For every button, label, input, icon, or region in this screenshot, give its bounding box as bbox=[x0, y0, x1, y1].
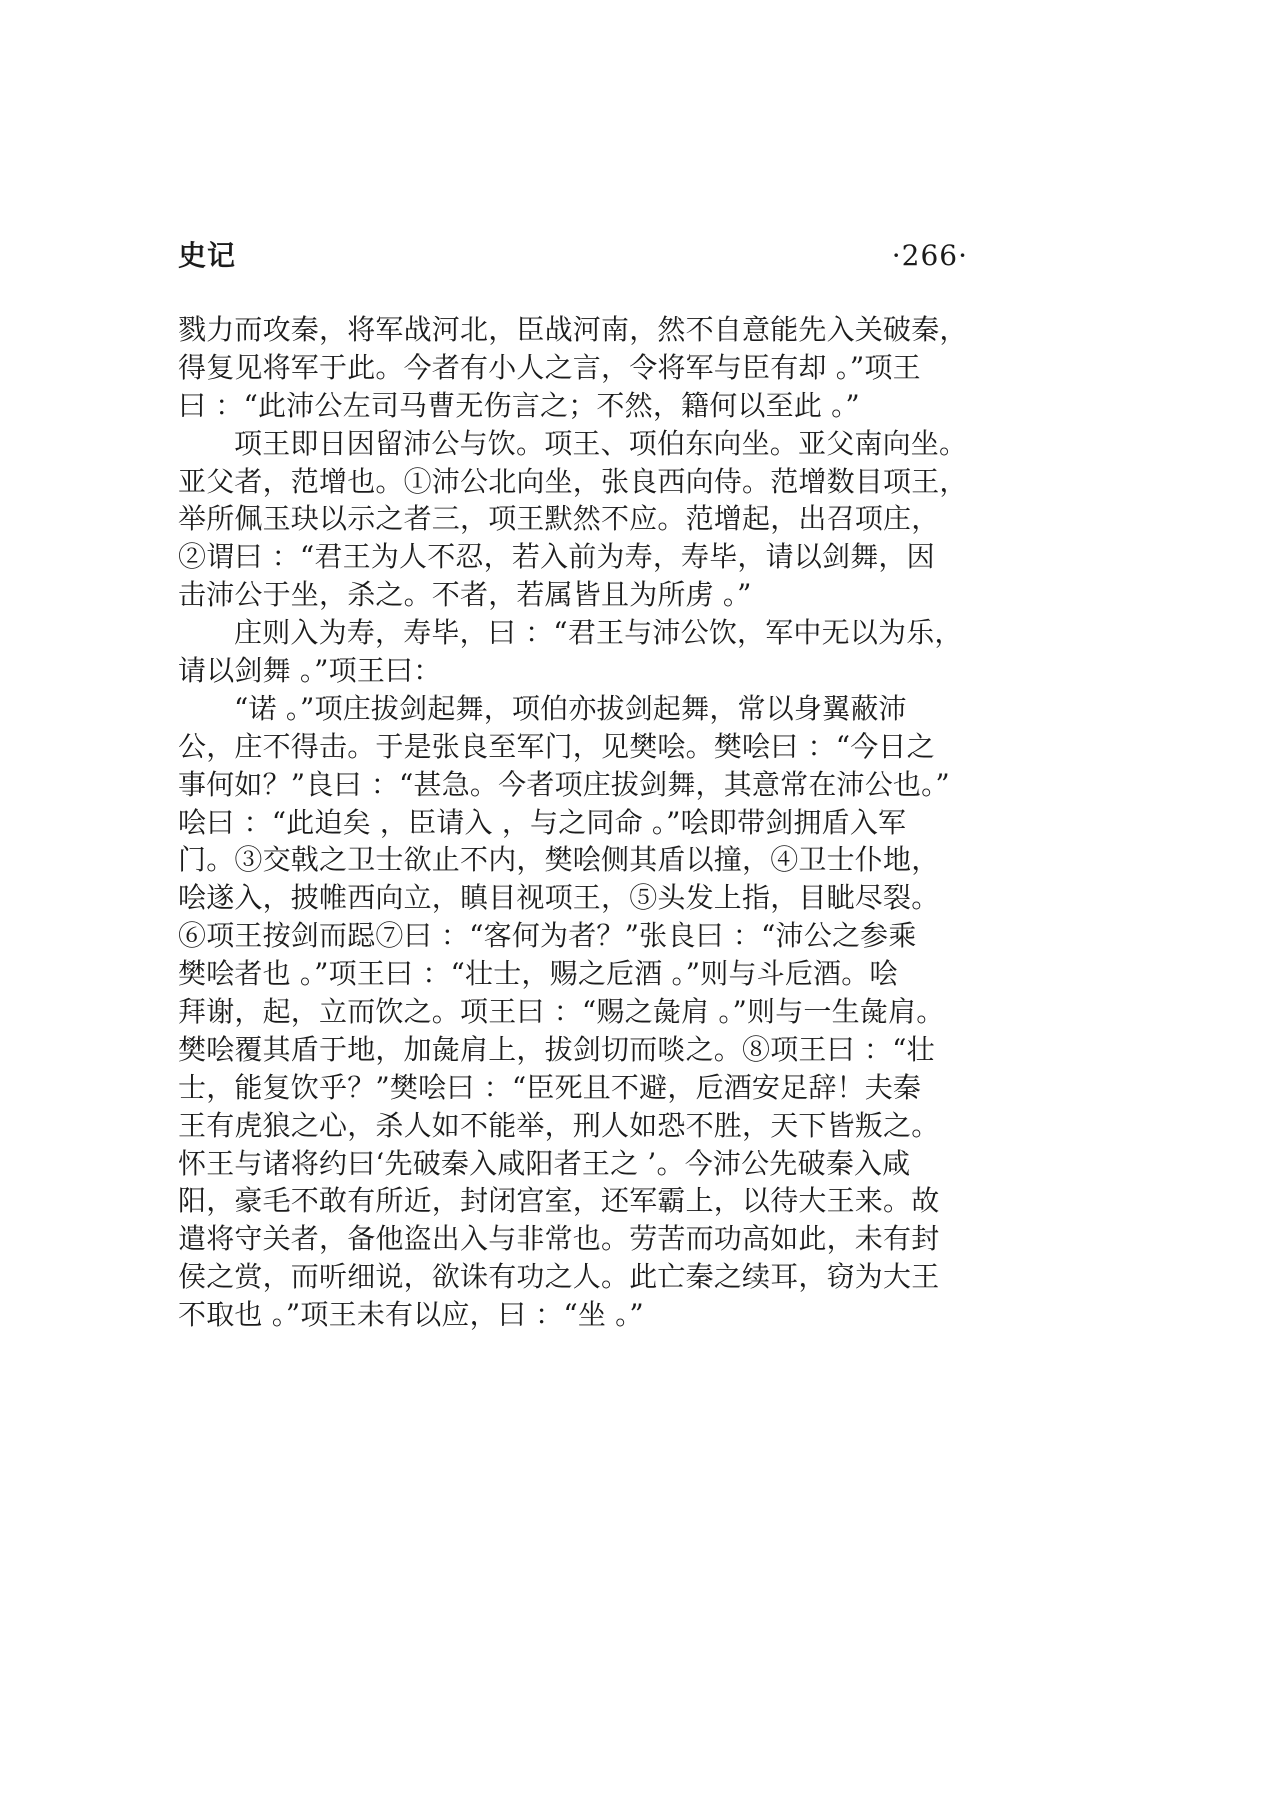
text-line: 请以剑舞 。”项王曰： bbox=[178, 654, 442, 688]
text-line: ⑥项王按剑而跽⑦曰 ：“客何为者？”张良曰 ：“沛公之参乘 bbox=[178, 919, 917, 953]
text-line: “诺 。”项庄拔剑起舞，项伯亦拔剑起舞，常以身翼蔽沛 bbox=[234, 691, 907, 725]
running-header bbox=[178, 238, 968, 274]
text-line: 门。③交戟之卫士欲止不内，樊哙侧其盾以撞，④卫士仆地， bbox=[178, 843, 940, 877]
text-line: 士，能复饮乎？”樊哙曰 ：“臣死且不避，卮酒安足辞！夫秦 bbox=[178, 1070, 922, 1104]
text-line: 遣将守关者，备他盗出入与非常也。劳苦而功高如此，未有封 bbox=[178, 1222, 940, 1256]
text-line: 得复见将军于此。今者有小人之言，令将军与臣有却 。”项王 bbox=[178, 350, 921, 384]
book-title: 史记 bbox=[178, 239, 237, 272]
text-line: 事何如？”良曰 ：“甚急。今者项庄拔剑舞，其意常在沛公也。” bbox=[178, 767, 950, 801]
text-line: 不取也 。”项王未有以应，曰 ：“坐 。” bbox=[178, 1298, 644, 1332]
text-line: 樊哙者也 。”项王曰 ：“壮士，赐之卮酒 。”则与斗卮酒。哙 bbox=[178, 957, 898, 991]
text-line: 举所佩玉玦以示之者三，项王默然不应。范增起，出召项庄， bbox=[178, 502, 940, 536]
text-line: 阳，豪毛不敢有所近，封闭宫室，还军霸上，以待大王来。故 bbox=[178, 1184, 940, 1218]
paragraph-3 bbox=[178, 614, 1078, 690]
text-line: 戮力而攻秦，将军战河北，臣战河南，然不自意能先入关破秦， bbox=[178, 313, 968, 346]
paragraph-2 bbox=[178, 425, 1078, 614]
page-number: ·266· bbox=[891, 239, 968, 272]
text-line: 哙遂入，披帷西向立，瞋目视项王，⑤头发上指，目眦尽裂。 bbox=[178, 881, 940, 915]
text-line: 拜谢，起，立而饮之。项王曰 ：“赐之彘肩 。”则与一生彘肩。 bbox=[178, 995, 945, 1029]
text-line: 樊哙覆其盾于地，加彘肩上，拔剑切而啖之。⑧项王曰 ：“壮 bbox=[178, 1032, 935, 1066]
text-line: 击沛公于坐，杀之。不者，若属皆且为所虏 。” bbox=[178, 578, 752, 612]
body-text bbox=[178, 311, 1078, 1334]
text-line: 庄则入为寿，寿毕，曰 ：“君王与沛公饮，军中无以为乐， bbox=[234, 616, 963, 650]
text-line: 公，庄不得击。于是张良至军门，见樊哙。樊哙曰 ：“今日之 bbox=[178, 729, 935, 763]
text-line: 项王即日因留沛公与饮。项王、项伯东向坐。亚父南向坐。 bbox=[234, 426, 968, 460]
text-line: 亚父者，范增也。①沛公北向坐，张良西向侍。范增数目项王， bbox=[178, 464, 968, 498]
text-line: ②谓曰 ：“君王为人不忍，若入前为寿，寿毕，请以剑舞，因 bbox=[178, 540, 935, 574]
text-line: 哙曰 ：“此迫矣 ，臣请入 ，与之同命 。”哙即带剑拥盾入军 bbox=[178, 805, 907, 839]
paragraph-1 bbox=[178, 311, 1078, 425]
text-line: 侯之赏，而听细说，欲诛有功之人。此亡秦之续耳，窃为大王 bbox=[178, 1260, 940, 1294]
text-line: 怀王与诸将约曰‘先破秦入咸阳者王之 ’。今沛公先破秦入咸 bbox=[178, 1146, 911, 1180]
text-line: 王有虎狼之心，杀人如不能举，刑人如恐不胜，天下皆叛之。 bbox=[178, 1108, 940, 1142]
paragraph-4 bbox=[178, 690, 1078, 1334]
text-line: 曰 ：“此沛公左司马曹无伤言之；不然，籍何以至此 。” bbox=[178, 388, 860, 422]
